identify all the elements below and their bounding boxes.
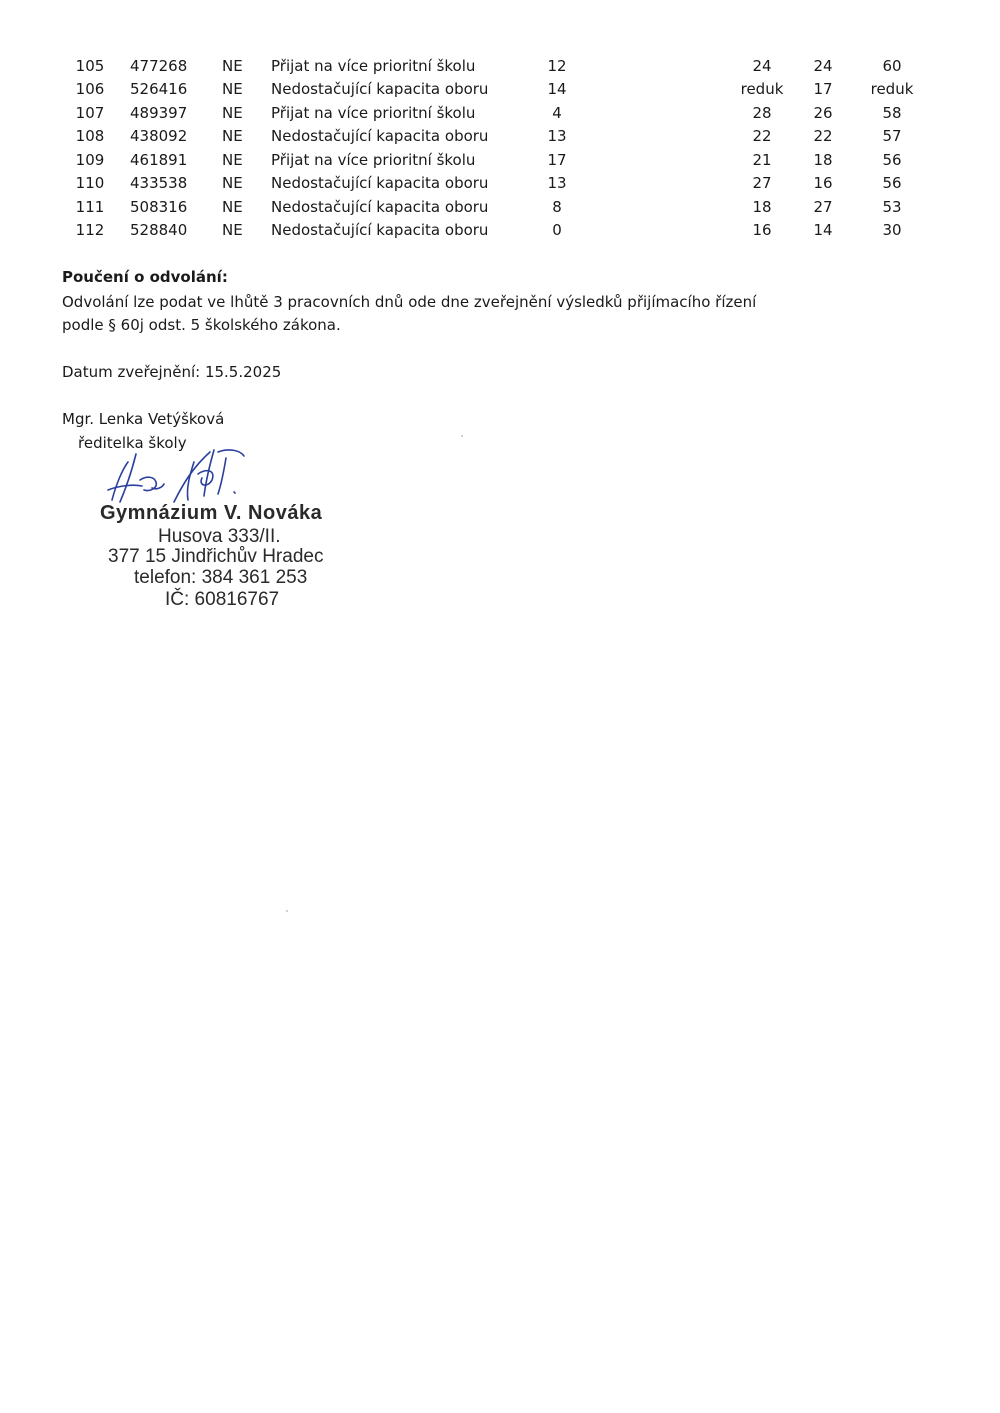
total-cell: 57 [882,127,902,145]
table-row [0,57,1000,81]
stamp-ico: IČ: 60816767 [165,589,280,610]
rank-cell: 105 [75,57,105,75]
score-cell: 24 [752,57,772,75]
stamp-phone: telefon: 384 361 253 [134,567,308,588]
scan-speck [286,910,288,912]
rank-cell: 109 [75,151,105,169]
appeal-heading: Poučení o odvolání: [62,268,228,286]
score-cell: 16 [813,174,833,192]
result-cell: NE [222,174,243,192]
score-cell: 21 [752,151,772,169]
reason-cell: Nedostačující kapacita oboru [271,80,489,98]
score-cell: 17 [813,80,833,98]
score-cell: 27 [813,198,833,216]
score-cell: 17 [547,151,567,169]
total-cell: 58 [882,104,902,122]
rank-cell: 106 [75,80,105,98]
applicant-code-cell: 477268 [130,57,188,75]
scan-speck [461,435,463,437]
score-cell: 14 [813,221,833,239]
publication-date: Datum zveřejnění: 15.5.2025 [62,363,282,381]
score-cell: 13 [547,174,567,192]
table-row [0,104,1000,128]
total-cell: 56 [882,151,902,169]
result-cell: NE [222,221,243,239]
total-cell: 60 [882,57,902,75]
reason-cell: Nedostačující kapacita oboru [271,174,489,192]
result-cell: NE [222,104,243,122]
rank-cell: 107 [75,104,105,122]
score-cell: 12 [547,57,567,75]
reason-cell: Nedostačující kapacita oboru [271,127,489,145]
reason-cell: Přijat na více prioritní školu [271,57,476,75]
appeal-text-line-2: podle § 60j odst. 5 školského zákona. [62,316,341,334]
applicant-code-cell: 433538 [130,174,188,192]
score-cell: 24 [813,57,833,75]
score-cell: 16 [752,221,772,239]
reason-cell: Přijat na více prioritní školu [271,104,476,122]
table-row [0,174,1000,198]
rank-cell: 108 [75,127,105,145]
applicant-code-cell: 526416 [130,80,188,98]
score-cell: 0 [552,221,562,239]
applicant-code-cell: 438092 [130,127,188,145]
result-cell: NE [222,80,243,98]
applicant-code-cell: 489397 [130,104,188,122]
score-cell: 18 [752,198,772,216]
score-cell: 26 [813,104,833,122]
table-row [0,127,1000,151]
total-cell: 56 [882,174,902,192]
table-row [0,80,1000,104]
score-cell: 14 [547,80,567,98]
signatory-name: Mgr. Lenka Vetýšková [62,410,225,428]
reason-cell: Nedostačující kapacita oboru [271,221,489,239]
score-cell: 27 [752,174,772,192]
table-row [0,151,1000,175]
result-cell: NE [222,57,243,75]
score-cell: 22 [813,127,833,145]
applicant-code-cell: 461891 [130,151,188,169]
score-cell: 22 [752,127,772,145]
stamp-city: 377 15 Jindřichův Hradec [108,546,324,567]
stamp-school-name: Gymnázium V. Nováka [100,502,323,524]
applicant-code-cell: 508316 [130,198,188,216]
rank-cell: 110 [75,174,105,192]
score-cell: 13 [547,127,567,145]
result-cell: NE [222,198,243,216]
score-cell: 4 [552,104,562,122]
table-row [0,221,1000,245]
appeal-text-line-1: Odvolání lze podat ve lhůtě 3 pracovních dnů ode dne zveřejnění výsledků přijímacího řízení [62,293,757,311]
table-row [0,198,1000,222]
stamp-street: Husova 333/II. [158,526,281,547]
result-cell: NE [222,151,243,169]
reason-cell: Nedostačující kapacita oboru [271,198,489,216]
score-cell: 28 [752,104,772,122]
total-cell: 30 [882,221,902,239]
applicant-code-cell: 528840 [130,221,188,239]
score-cell: reduk [740,80,784,98]
rank-cell: 111 [75,198,105,216]
rank-cell: 112 [75,221,105,239]
result-cell: NE [222,127,243,145]
total-cell: 53 [882,198,902,216]
signatory-role: ředitelka školy [78,434,187,452]
reason-cell: Přijat na více prioritní školu [271,151,476,169]
score-cell: 8 [552,198,562,216]
score-cell: 18 [813,151,833,169]
total-cell: reduk [870,80,914,98]
